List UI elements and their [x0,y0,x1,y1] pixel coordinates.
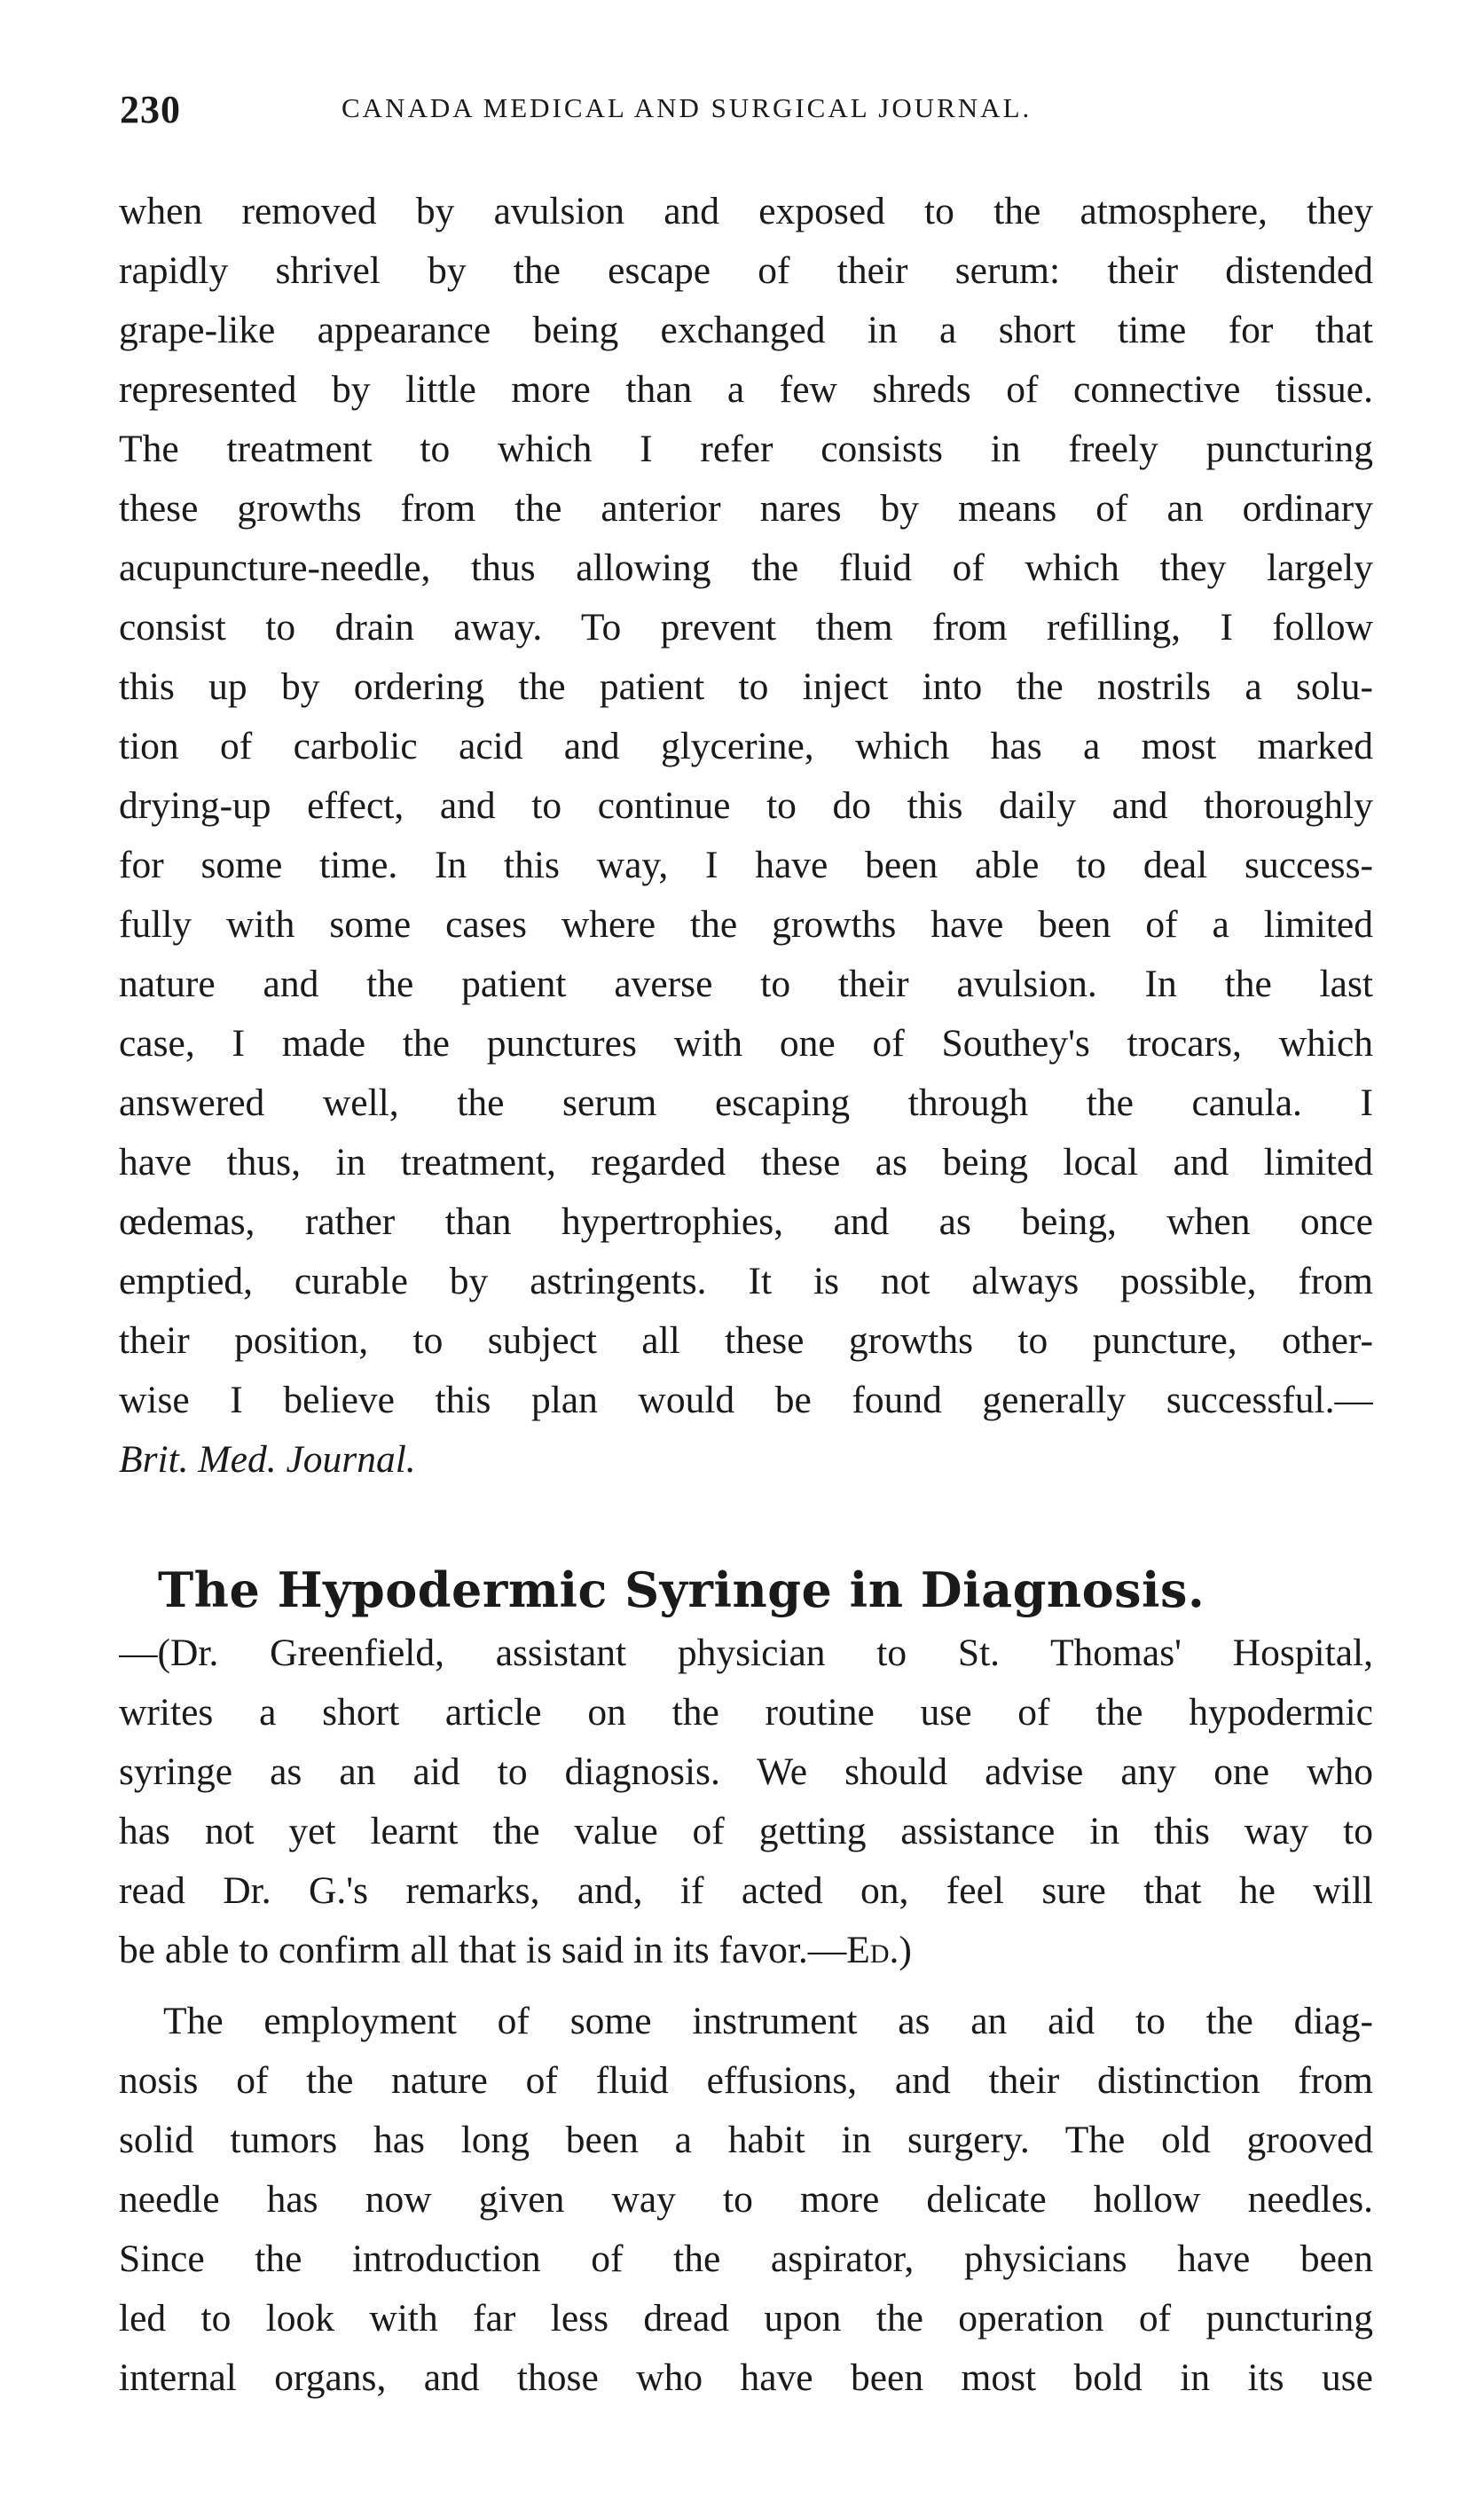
text-line: writes a short article on the routine use of the hypodermic [119,1691,1373,1734]
text-line: solid tumors has long been a habit in surgery. The old grooved [119,2119,1373,2161]
text-line: when removed by avulsion and exposed to the atmosphere, they [119,190,1373,232]
text-line: grape-like appearance being exchanged in a short time for that [119,309,1373,351]
text-line: for some time. In this way, I have been able to deal success- [119,844,1373,886]
text-line: The employment of some instrument as an aid to the diag- [163,2000,1373,2042]
text-line: case, I made the punctures with one of Southey's trocars, which [119,1022,1373,1065]
paragraph-continued [119,182,1373,1490]
text-line: wise I believe this plan would be found generally successful.— [119,1379,1373,1421]
text-line: emptied, curable by astringents. It is not always possible, from [119,1260,1373,1302]
editor-mark: Ed.) [846,1929,912,1971]
text-line: —(Dr. Greenfield, assistant physician to St. Thomas' Hospital, [119,1632,1373,1674]
text-line: nosis of the nature of fluid effusions, and their distinction from [119,2059,1373,2102]
text-line: answered well, the serum escaping through the canula. I [119,1081,1373,1124]
text-line: represented by little more than a few shreds of connective tissue. [119,368,1373,411]
text-line: Since the introduction of the aspirator, physicians have been [119,2237,1373,2280]
text-line: needle has now given way to more delicate hollow needles. [119,2178,1373,2221]
running-head [120,87,1362,140]
text-line: led to look with far less dread upon the operation of puncturing [119,2297,1373,2340]
text-line: œdemas, rather than hypertrophies, and as being, when once [119,1200,1373,1243]
journal-title: CANADA MEDICAL AND SURGICAL JOURNAL. [342,92,1033,123]
citation: Brit. Med. Journal. [119,1438,416,1481]
text-line: internal organs, and those who have been most bold in its use [119,2356,1373,2399]
text-line: this up by ordering the patient to inject into the nostrils a solu- [119,665,1373,708]
text-line: these growths from the anterior nares by means of an ordinary [119,487,1373,530]
text-line: has not yet learnt the value of getting assistance in this way to [119,1810,1373,1852]
text-line: acupuncture-needle, thus allowing the fluid of which they largely [119,547,1373,589]
text-line: their position, to subject all these growths to puncture, other- [119,1319,1373,1362]
text-line: drying-up effect, and to continue to do this daily and thoroughly [119,784,1373,827]
editorial-text: be able to confirm all that is said in its favor.— [119,1929,847,1971]
paragraph-body [119,1992,1373,2408]
text-line: The treatment to which I refer consists in freely puncturing [119,428,1373,470]
text-line: consist to drain away. To prevent them from refilling, I follow [119,606,1373,649]
section-heading: The Hypodermic Syringe in Diagnosis. [158,1561,1205,1618]
text-line: rapidly shrivel by the escape of their serum: their distended [119,249,1373,292]
text-line-last [119,1921,1373,1980]
text-line: read Dr. G.'s remarks, and, if acted on, feel sure that he will [119,1869,1373,1912]
text-line: nature and the patient averse to their avulsion. In the last [119,963,1373,1005]
text-line: syringe as an aid to diagnosis. We should advise any one who [119,1750,1373,1793]
editorial-note [119,1624,1373,1980]
text-line: have thus, in treatment, regarded these as being local and limited [119,1141,1373,1184]
page-number: 230 [120,88,181,131]
text-line: tion of carbolic acid and glycerine, which has a most marked [119,725,1373,767]
text-line: fully with some cases where the growths have been of a limited [119,903,1373,946]
